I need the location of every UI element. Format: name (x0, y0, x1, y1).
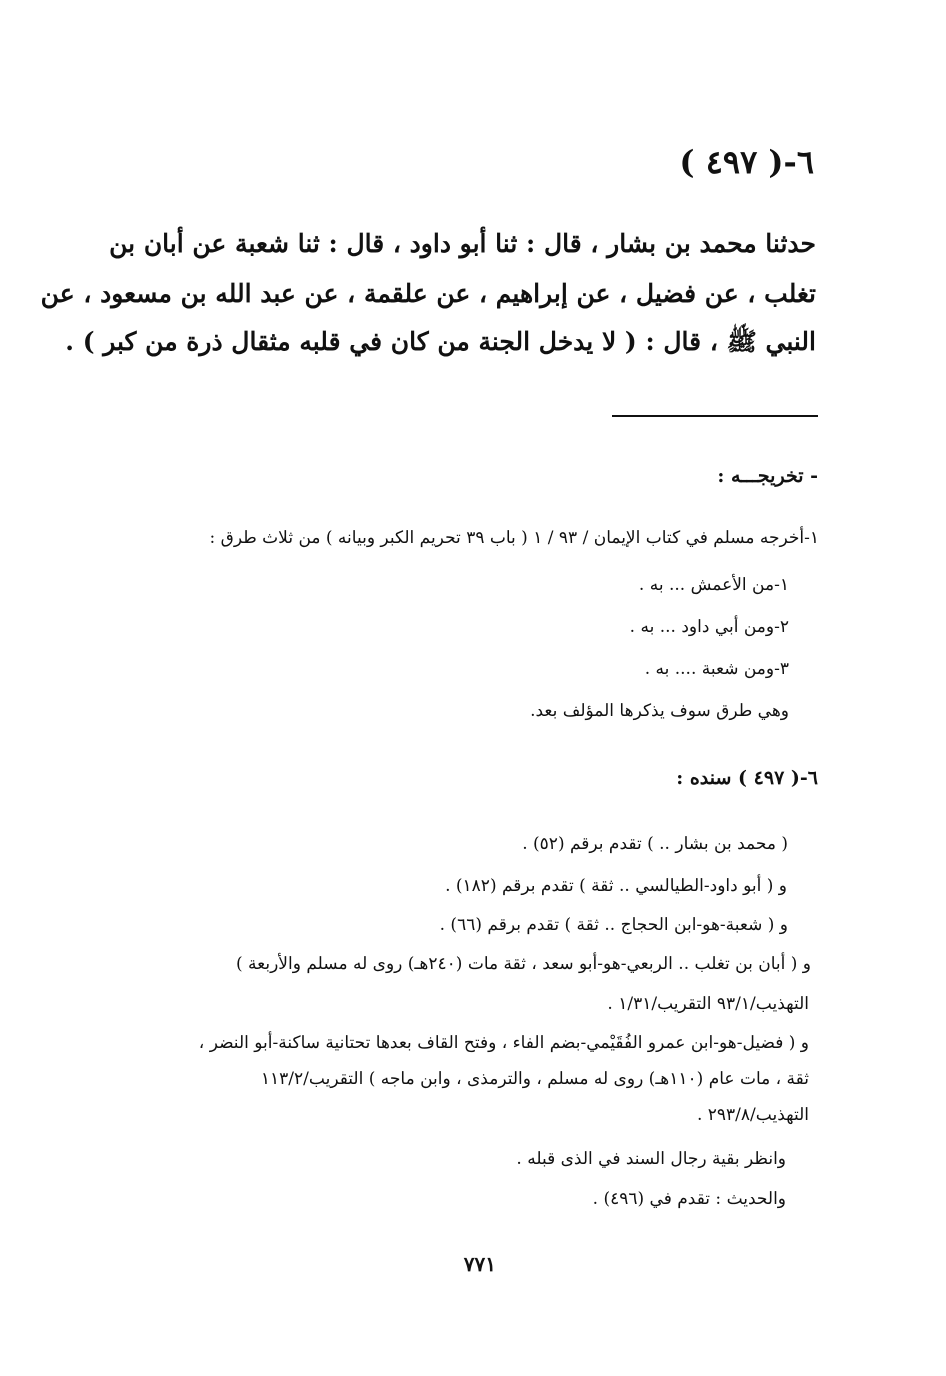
sanad-line-7: ثقة ، مات عام (١١٠هـ) روى له مسلم ، والترمذى ، وابن ماجه ) التقريب/١١٣/٢ (260, 1069, 809, 1089)
hadith-number: ٦-( ٤٩٧ ) (679, 143, 814, 181)
hadith-text-line-3: النبي ﷺ ، قال : ( لا يدخل الجنة من كان في قلبه مثقال ذرة من كبر ) . (65, 327, 816, 356)
hadith-text-line-2: تغلب ، عن فضيل ، عن إبراهيم ، عن علقمة ، عن عبد الله بن مسعود ، عن (40, 279, 816, 308)
sanad-heading: ٦-( ٤٩٧ ) سنده : (676, 767, 818, 789)
takhrij-closing: وهي طرق سوف يذكرها المؤلف بعد. (530, 701, 789, 721)
sanad-line-5: التهذيب/٩٣/١ التقريب/١/٣١ . (607, 994, 809, 1014)
sanad-line-9: وانظر بقية رجال السند في الذى قبله . (516, 1149, 786, 1169)
sanad-line-6: و ( فضيل-هو-ابن عمرو الفُقَيْمي-بضم الفاء ، وفتح القاف بعدها تحتانية ساكنة-أبو النضر ، (198, 1033, 809, 1053)
sanad-line-2: و ( أبو داود-الطيالسي .. ثقة ) تقدم برقم (١٨٢) . (445, 876, 787, 896)
sanad-line-4: و ( أبان بن تغلب .. الربعي-هو-أبو سعد ، ثقة مات (٢٤٠هـ) روى له مسلم والأربعة ) (236, 954, 811, 974)
takhrij-intro: ١-أخرجه مسلم في كتاب الإيمان / ٩٣ / ١ ( باب ٣٩ تحريم الكبر وبيانه ) من ثلاث طرق : (209, 528, 819, 548)
takhrij-route-1: ١-من الأعمش ... به . (638, 575, 789, 595)
takhrij-heading: - تخريجـــه : (717, 465, 818, 487)
footnote-separator (612, 415, 818, 417)
sanad-line-3: و ( شعبة-هو-ابن الحجاج .. ثقة ) تقدم برقم (٦٦) . (439, 915, 788, 935)
sanad-line-10: والحديث : تقدم في (٤٩٦) . (592, 1189, 786, 1209)
takhrij-route-3: ٣-ومن شعبة .... به . (644, 659, 789, 679)
sanad-line-1: ( محمد بن بشار .. ) تقدم برقم (٥٢) . (522, 834, 788, 854)
takhrij-route-2: ٢-ومن أبي داود ... به . (629, 617, 789, 637)
page-number: ٧٧١ (463, 1252, 496, 1276)
sanad-line-8: التهذيب/٢٩٣/٨ . (696, 1105, 809, 1125)
hadith-text-line-1: حدثنا محمد بن بشار ، قال : ثنا أبو داود ، قال : ثنا شعبة عن أبان بن (109, 229, 816, 258)
